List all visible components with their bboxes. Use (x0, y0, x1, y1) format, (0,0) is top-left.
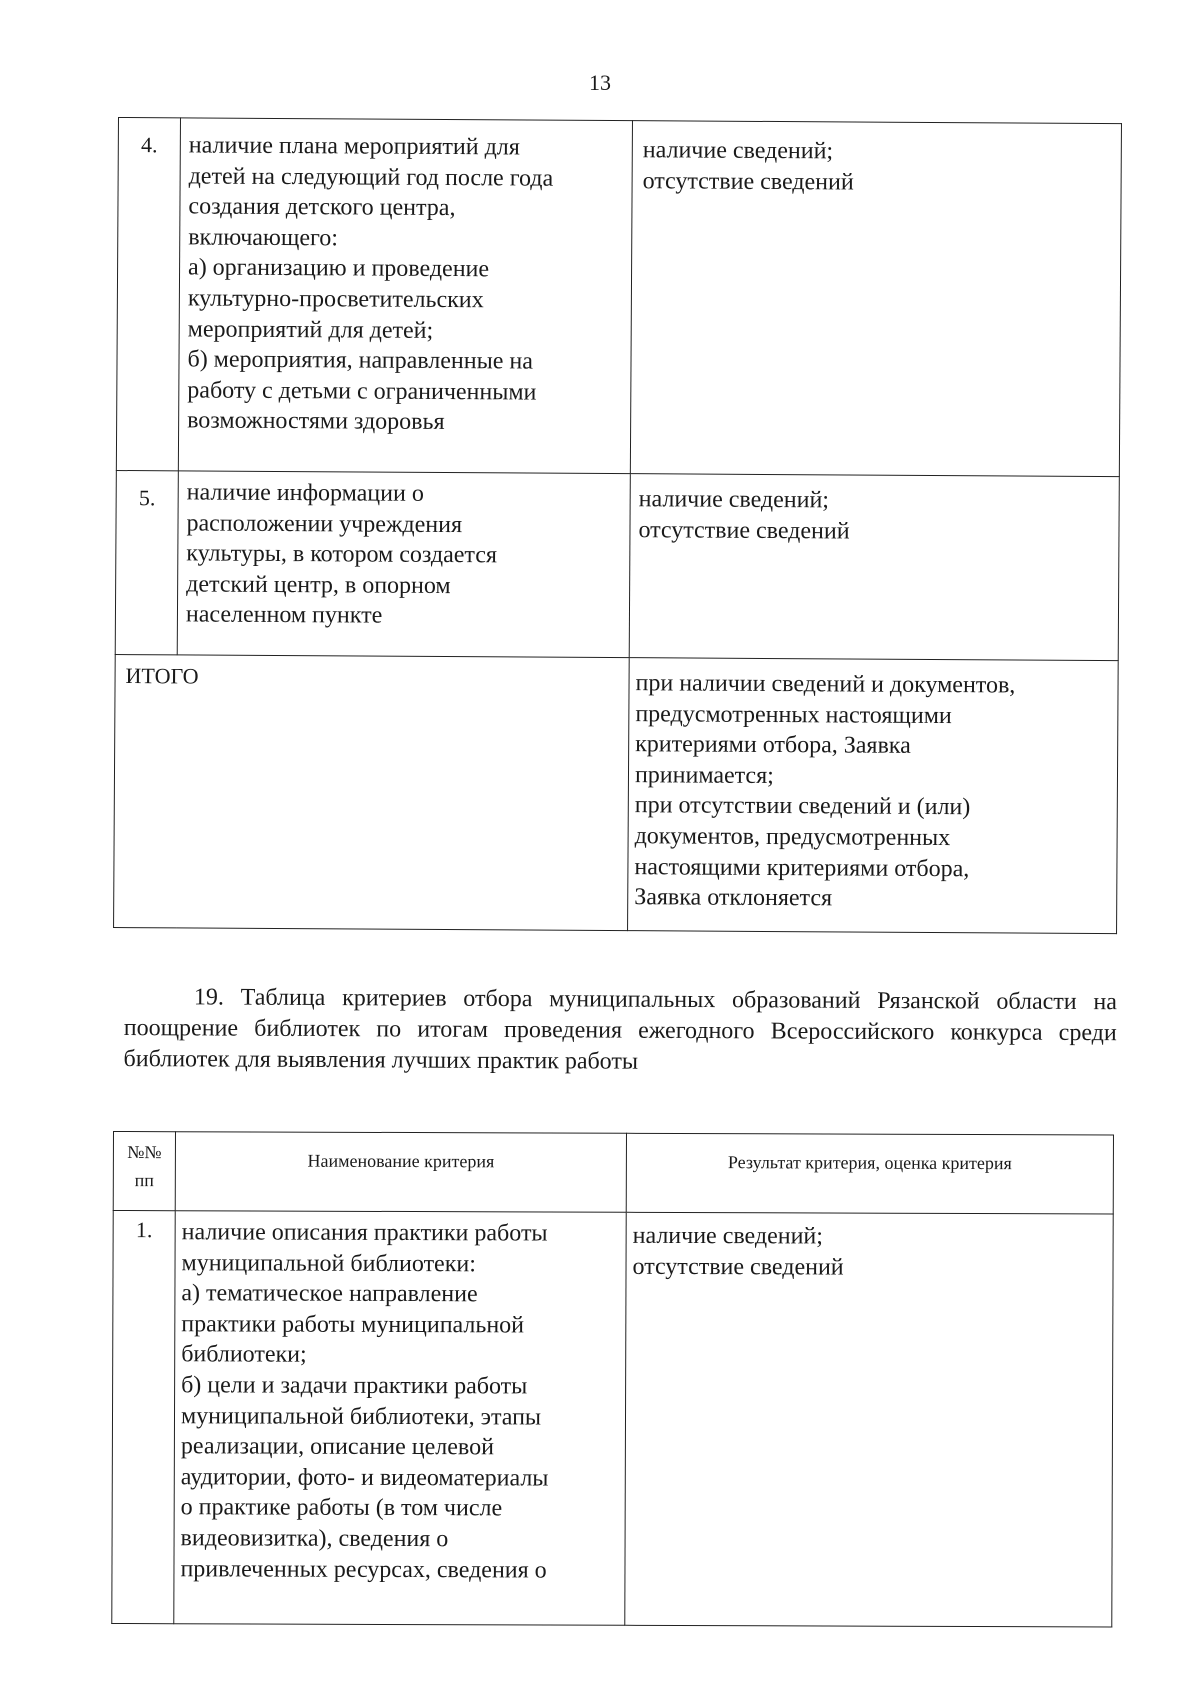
header-result: Результат критерия, оценка критерия (727, 1152, 1012, 1174)
criterion-text: наличие информации о расположении учреждения культуры, в котором создается детский центр, в опорном населенном пункте (185, 479, 498, 629)
criterion-text: наличие описания практики работы муниципальной библиотеки: а) тематическое направление практики работы муниципальной библиотеки; б) цели и задачи практики работы муниципальной библиотеки, этапы реализации, описание целевой аудитории, фото- и видеоматериалы о практике работы (в том числе видеовизитка), сведения о привлеченных ресурсах, сведения о (180, 1219, 549, 1584)
result-text: наличие сведений; отсутствие сведений (632, 1222, 844, 1281)
result-text: наличие сведений; отсутствие сведений (638, 486, 850, 545)
header-number: №№ пп (127, 1142, 162, 1191)
table-row (115, 470, 1119, 660)
section-paragraph: 19. Таблица критериев отбора муниципальных образований Рязанской области на поощрение библиотек по итогам проведения ежегодного Всероссийского конкурса среди библиотек для выявления лучших практик работы (123, 984, 1117, 1075)
row-number: 4. (141, 132, 158, 158)
table-header-row (113, 1132, 1113, 1214)
table-total-row (114, 654, 1119, 933)
row-number: 5. (138, 485, 156, 511)
table-row (116, 118, 1121, 477)
page-number: 13 (589, 70, 611, 95)
library-criteria-table (111, 1131, 1114, 1627)
row-number: 1. (135, 1217, 153, 1243)
result-text: наличие сведений; отсутствие сведений (642, 137, 854, 196)
total-result-text: при наличии сведений и документов, предусмотренных настоящими критериями отбора, Заявка принимается; при отсутствии сведений и (или) документов, предусмотренных настоящими критериями отбора, Заявка отклоняется (634, 670, 1016, 912)
header-criterion: Наименование критерия (307, 1150, 495, 1172)
criteria-table-continued (113, 117, 1122, 934)
criterion-text: наличие плана мероприятий для детей на следующий год после года создания детского центра, включающего: а) организацию и проведение культурно-просветительских мероприятий для детей; б) мероприятия, направленные на работу с детьми с ограниченными возможностями здоровья (187, 132, 554, 436)
total-label: ИТОГО (125, 663, 199, 689)
table-row (112, 1211, 1113, 1627)
